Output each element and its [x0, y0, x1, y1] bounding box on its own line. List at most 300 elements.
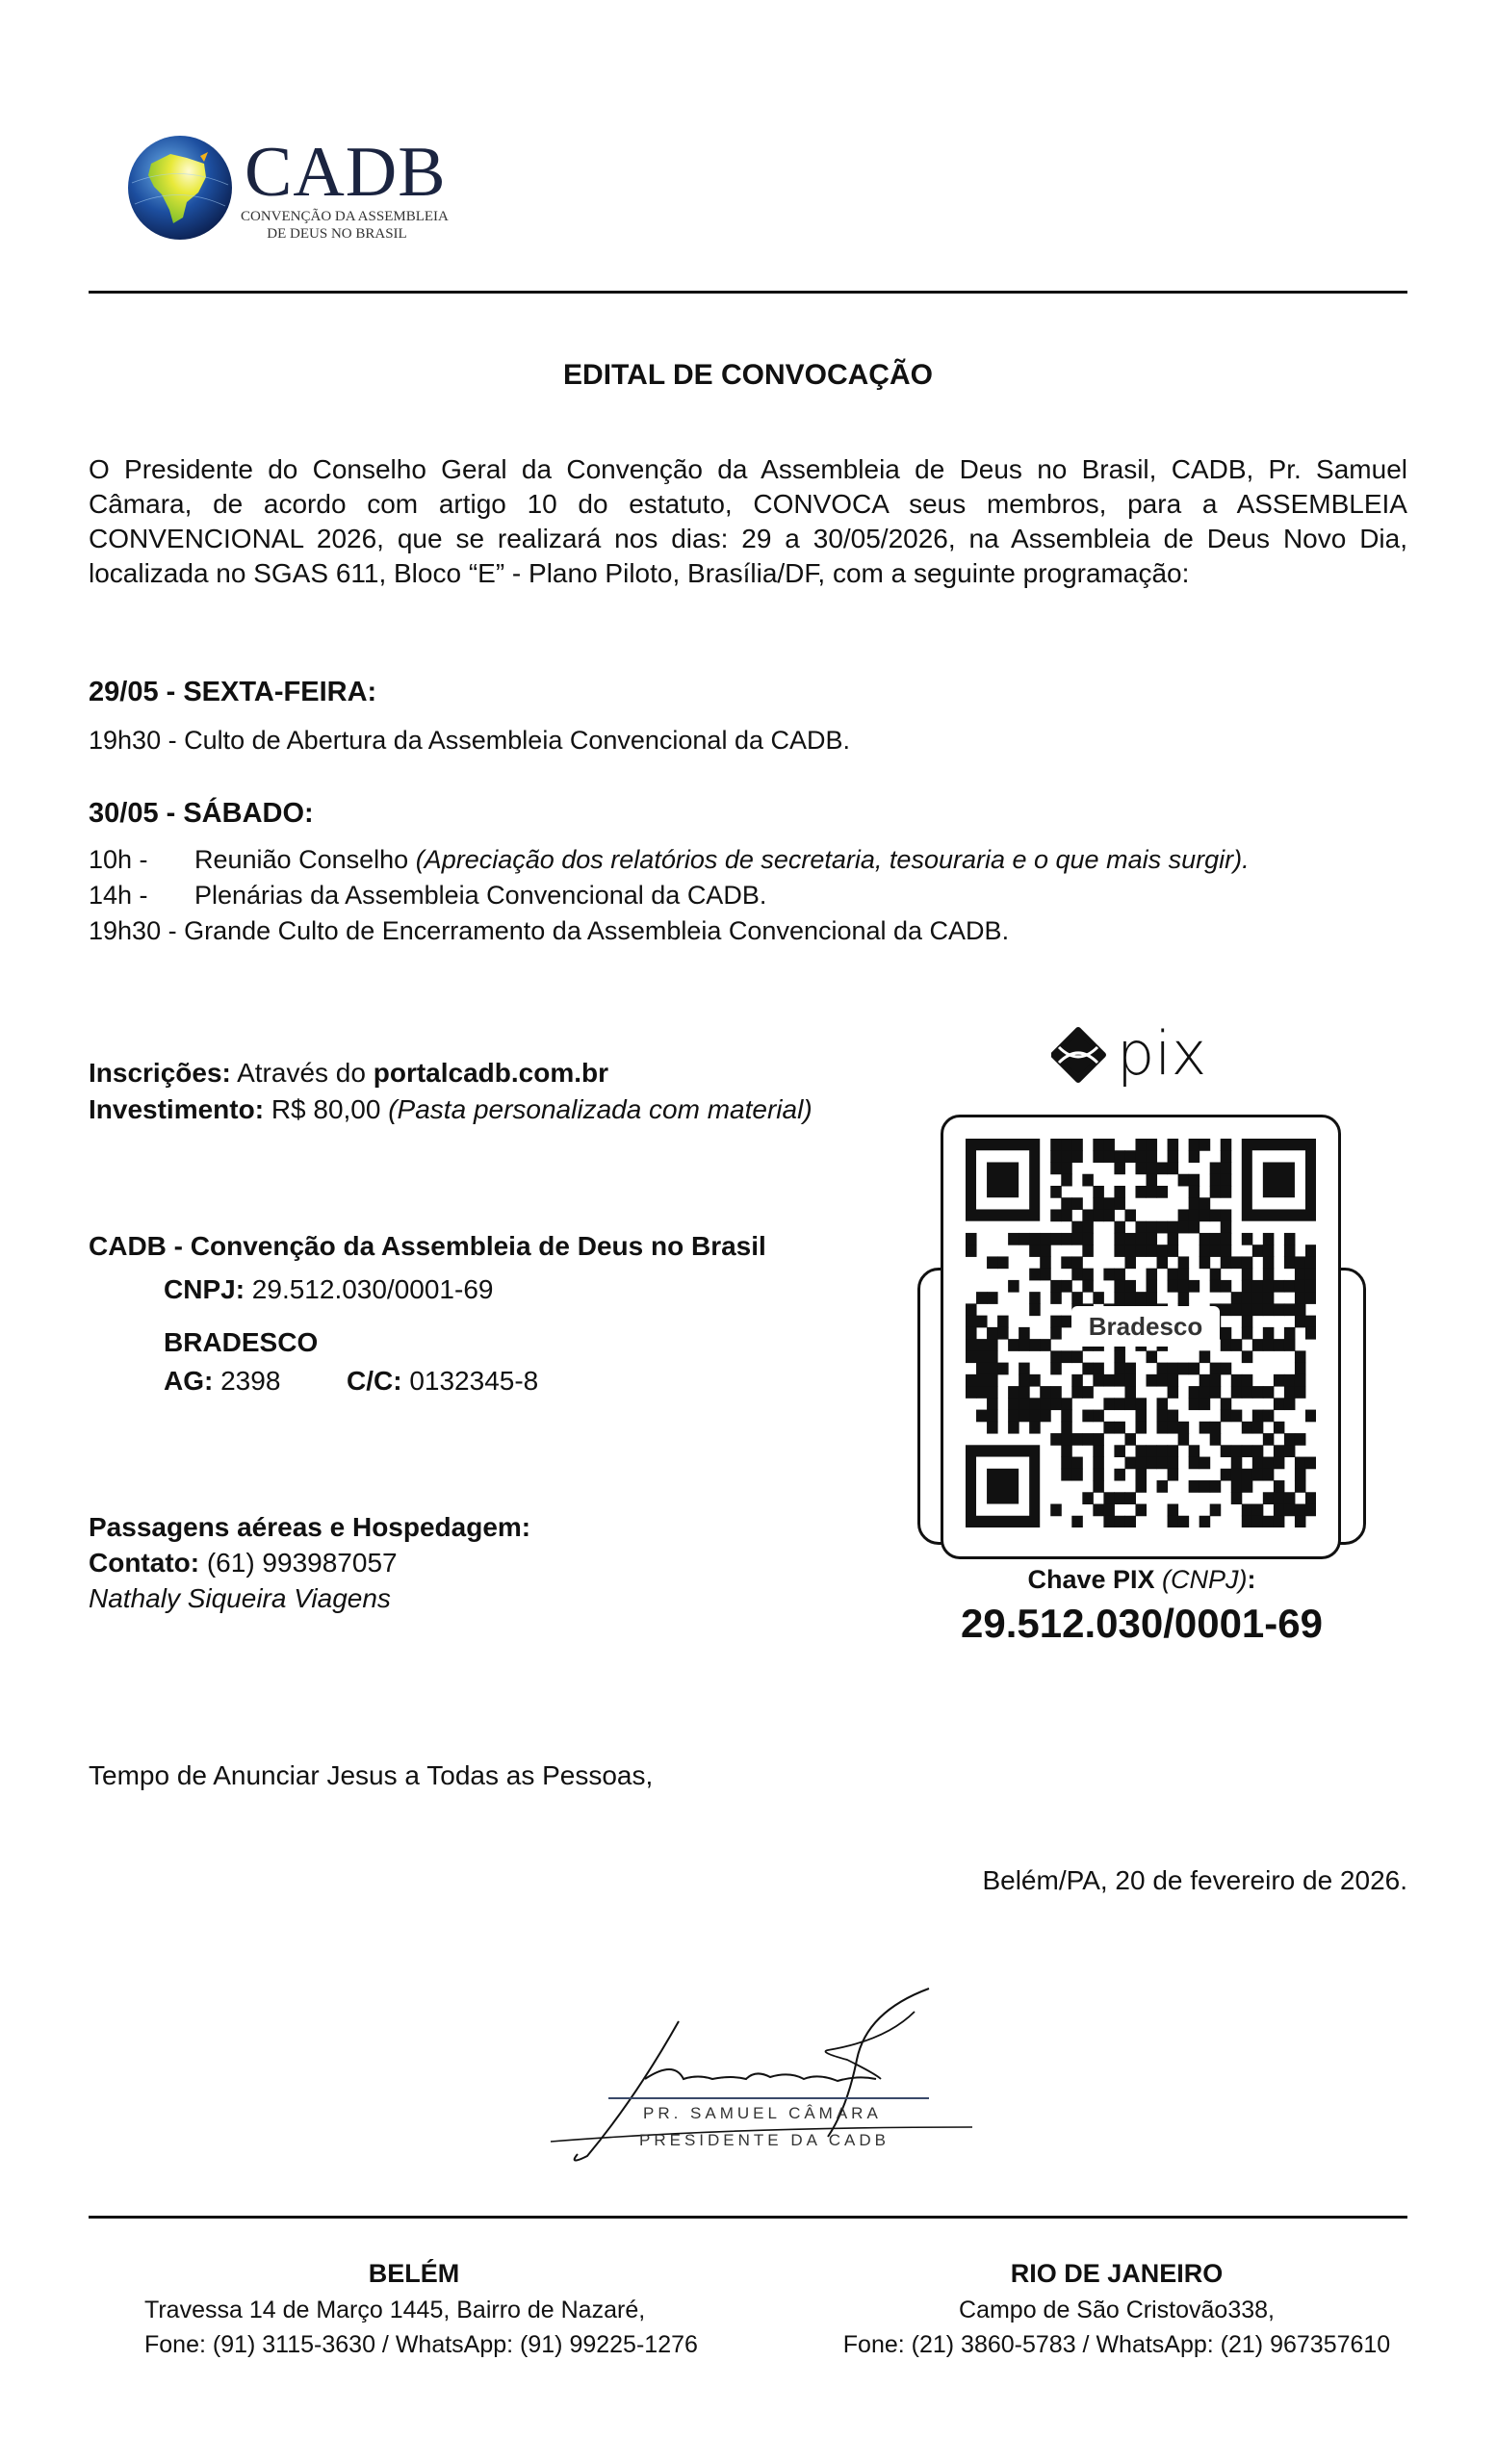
schedule-text: Reunião Conselho	[194, 845, 409, 874]
pix-diamond-icon	[1053, 1030, 1103, 1080]
qr-module	[1114, 1422, 1125, 1434]
qr-module	[1082, 1386, 1094, 1399]
qr-module	[1050, 1504, 1062, 1517]
qr-module	[1199, 1386, 1211, 1399]
qr-module	[1274, 1398, 1285, 1410]
qr-module	[1231, 1386, 1243, 1399]
qr-module	[1168, 1269, 1179, 1281]
registration-text: Através do	[237, 1058, 366, 1088]
schedule-time: 19h30 -	[89, 916, 177, 945]
qr-module	[1263, 1327, 1275, 1340]
qr-module	[1061, 1445, 1072, 1457]
qr-module	[1135, 1398, 1147, 1410]
qr-module	[1135, 1139, 1147, 1151]
qr-module	[1103, 1150, 1115, 1163]
qr-module	[1263, 1292, 1275, 1304]
schedule-item	[89, 843, 1250, 876]
qr-module	[1093, 1363, 1104, 1375]
contact-phone: (61) 993987057	[206, 1548, 398, 1578]
qr-module	[976, 1292, 988, 1304]
qr-module	[1305, 1245, 1316, 1257]
qr-module	[1029, 1422, 1041, 1434]
investment-value: R$ 80,00	[271, 1094, 381, 1124]
qr-module	[987, 1386, 998, 1399]
qr-module	[1189, 1139, 1200, 1151]
qr-module	[1221, 1280, 1232, 1293]
qr-module	[1284, 1504, 1296, 1517]
qr-module	[1157, 1162, 1169, 1174]
qr-module	[1071, 1221, 1083, 1234]
cadb-globe-logo	[127, 135, 233, 241]
qr-module	[1263, 1386, 1275, 1399]
qr-module	[1252, 1516, 1264, 1527]
pix-logo	[1051, 1026, 1225, 1093]
qr-module	[1274, 1504, 1285, 1517]
header-rule	[89, 291, 1407, 294]
qr-finder-pattern	[987, 1469, 1019, 1504]
qr-module	[1284, 1339, 1296, 1351]
qr-module	[1082, 1174, 1094, 1187]
qr-module	[1274, 1280, 1285, 1293]
qr-module	[1284, 1374, 1296, 1387]
qr-module	[1147, 1245, 1158, 1257]
qr-module	[1040, 1245, 1051, 1257]
qr-module	[1082, 1492, 1094, 1504]
qr-module	[1168, 1410, 1179, 1423]
qr-module	[966, 1327, 977, 1340]
qr-module	[1189, 1480, 1200, 1493]
qr-module	[1231, 1410, 1243, 1423]
qr-module	[1199, 1209, 1211, 1221]
qr-module	[1114, 1186, 1125, 1198]
qr-module	[1221, 1469, 1232, 1481]
qr-module	[1124, 1233, 1136, 1245]
qr-module	[1147, 1150, 1158, 1163]
qr-module	[1050, 1209, 1062, 1221]
qr-module	[1295, 1386, 1306, 1399]
qr-module	[1029, 1374, 1041, 1387]
qr-module	[1093, 1457, 1104, 1470]
qr-module	[1135, 1504, 1147, 1517]
qr-module	[1124, 1292, 1136, 1304]
qr-module	[1221, 1410, 1232, 1423]
qr-module	[987, 1256, 998, 1269]
qr-module	[1178, 1433, 1190, 1446]
qr-module	[1168, 1280, 1179, 1293]
signatory-name: PR. SAMUEL CÂMARA	[643, 2104, 882, 2122]
qr-module	[1199, 1139, 1211, 1151]
qr-module	[1305, 1327, 1316, 1340]
pix-wordmark: pix	[1117, 1026, 1207, 1089]
qr-module	[1284, 1303, 1296, 1316]
qr-module	[1093, 1504, 1104, 1517]
qr-module	[1008, 1386, 1019, 1399]
qr-module	[1082, 1221, 1094, 1234]
investment-note: (Pasta personalizada com material)	[388, 1094, 812, 1124]
qr-module	[1135, 1150, 1147, 1163]
qr-module	[1157, 1398, 1169, 1410]
investment-line	[89, 1093, 812, 1126]
pix-key-value: 29.512.030/0001-69	[960, 1601, 1323, 1646]
qr-module	[966, 1350, 977, 1363]
qr-module	[1210, 1433, 1222, 1446]
qr-module	[1040, 1398, 1051, 1410]
qr-module	[1284, 1398, 1296, 1410]
qr-module	[1242, 1350, 1253, 1363]
qr-module	[1050, 1398, 1062, 1410]
qr-module	[1284, 1256, 1296, 1269]
cadb-wordmark: CADB	[245, 133, 447, 212]
qr-module	[1189, 1221, 1200, 1234]
qr-module	[1263, 1492, 1275, 1504]
qr-module	[1168, 1221, 1179, 1234]
qr-module	[1019, 1327, 1030, 1340]
qr-module	[1295, 1303, 1306, 1316]
qr-module	[1071, 1269, 1083, 1281]
qr-module	[1189, 1209, 1200, 1221]
qr-module	[1242, 1233, 1253, 1245]
qr-module	[1305, 1316, 1316, 1328]
qr-module	[1124, 1150, 1136, 1163]
registration-site-link[interactable]: portalcadb.com.br	[373, 1058, 608, 1088]
qr-module	[1061, 1150, 1072, 1163]
qr-module	[1210, 1422, 1222, 1434]
qr-module	[1147, 1162, 1158, 1174]
cnpj-line	[164, 1273, 493, 1306]
qr-module	[1050, 1280, 1062, 1293]
schedule-day-heading: 30/05 - SÁBADO:	[89, 798, 314, 829]
qr-module	[1178, 1363, 1190, 1375]
qr-module	[1157, 1410, 1169, 1423]
qr-module	[1263, 1457, 1275, 1470]
qr-module	[1114, 1363, 1125, 1375]
qr-module	[1093, 1374, 1104, 1387]
office-address: Campo de São Cristovão338,	[959, 2297, 1275, 2323]
qr-module	[1252, 1469, 1264, 1481]
qr-module	[1157, 1445, 1169, 1457]
qr-module	[1168, 1457, 1179, 1470]
qr-module	[1147, 1445, 1158, 1457]
qr-module	[976, 1410, 988, 1423]
qr-module	[1295, 1480, 1306, 1493]
qr-module	[1050, 1316, 1062, 1328]
qr-module	[1199, 1480, 1211, 1493]
qr-module	[1284, 1280, 1296, 1293]
qr-module	[1242, 1504, 1253, 1517]
qr-module	[976, 1316, 988, 1328]
qr-module	[1221, 1221, 1232, 1234]
qr-module	[1135, 1221, 1147, 1234]
qr-module	[1061, 1256, 1072, 1269]
qr-module	[1284, 1327, 1296, 1340]
qr-module	[1178, 1256, 1190, 1269]
qr-module	[1189, 1386, 1200, 1399]
qr-module	[1168, 1469, 1179, 1481]
qr-module	[1071, 1386, 1083, 1399]
agency-line	[164, 1365, 280, 1398]
qr-module	[1114, 1162, 1125, 1174]
qr-module	[1103, 1516, 1115, 1527]
qr-module	[1114, 1197, 1125, 1210]
qr-module	[1178, 1209, 1190, 1221]
qr-module	[1168, 1233, 1179, 1245]
qr-module	[1295, 1457, 1306, 1470]
qr-module	[1135, 1445, 1147, 1457]
qr-module	[1061, 1410, 1072, 1423]
qr-module	[1231, 1292, 1243, 1304]
qr-module	[1252, 1245, 1264, 1257]
qr-module	[1178, 1269, 1190, 1281]
qr-module	[1295, 1469, 1306, 1481]
qr-module	[966, 1316, 977, 1328]
qr-module	[1124, 1433, 1136, 1446]
qr-module	[987, 1363, 998, 1375]
account-label: C/C:	[347, 1366, 402, 1396]
qr-module	[1082, 1245, 1094, 1257]
qr-module	[1157, 1363, 1169, 1375]
qr-module	[1305, 1280, 1316, 1293]
qr-module	[966, 1233, 977, 1245]
qr-module	[1029, 1233, 1041, 1245]
qr-module	[1199, 1398, 1211, 1410]
qr-module	[976, 1350, 988, 1363]
qr-module	[987, 1422, 998, 1434]
qr-module	[1093, 1445, 1104, 1457]
qr-module	[1168, 1139, 1179, 1151]
qr-module	[976, 1339, 988, 1351]
qr-module	[1114, 1374, 1125, 1387]
qr-module	[1124, 1363, 1136, 1375]
qr-module	[1093, 1292, 1104, 1304]
qr-module	[1071, 1256, 1083, 1269]
qr-module	[1252, 1422, 1264, 1434]
qr-module	[1295, 1374, 1306, 1387]
qr-module	[1168, 1386, 1179, 1399]
qr-module	[1093, 1480, 1104, 1493]
footer-rule	[89, 2216, 1407, 2219]
qr-module	[1061, 1197, 1072, 1210]
qr-module	[1221, 1445, 1232, 1457]
qr-module	[1305, 1457, 1316, 1470]
qr-module	[1263, 1233, 1275, 1245]
qr-module	[1210, 1280, 1222, 1293]
logo-subtitle-line-1: CONVENÇÃO DA ASSEMBLEIA	[241, 209, 449, 224]
qr-module	[966, 1386, 977, 1399]
qr-module	[1263, 1303, 1275, 1316]
qr-module	[1305, 1492, 1316, 1504]
qr-module	[1199, 1516, 1211, 1527]
qr-module	[1061, 1209, 1072, 1221]
qr-module	[1274, 1516, 1285, 1527]
qr-module	[1274, 1303, 1285, 1316]
qr-module	[1284, 1445, 1296, 1457]
qr-module	[1231, 1480, 1243, 1493]
qr-module	[1061, 1398, 1072, 1410]
qr-module	[1008, 1280, 1019, 1293]
qr-module	[1071, 1433, 1083, 1446]
pix-key-suffix: :	[1247, 1565, 1256, 1594]
page-title: EDITAL DE CONVOCAÇÃO	[563, 359, 933, 391]
qr-module	[1114, 1221, 1125, 1234]
qr-module	[1114, 1245, 1125, 1257]
qr-module	[1050, 1150, 1062, 1163]
qr-module	[1168, 1363, 1179, 1375]
qr-module	[976, 1363, 988, 1375]
qr-module	[966, 1374, 977, 1387]
qr-module	[1305, 1256, 1316, 1269]
travel-agency: Nathaly Siqueira Viagens	[89, 1583, 391, 1613]
qr-module	[1093, 1433, 1104, 1446]
qr-module	[1210, 1269, 1222, 1281]
agency-label: AG:	[164, 1366, 214, 1396]
qr-module	[1147, 1280, 1158, 1293]
qr-module	[1210, 1504, 1222, 1517]
qr-module	[1189, 1197, 1200, 1210]
qr-module	[1221, 1162, 1232, 1174]
qr-module	[1295, 1516, 1306, 1527]
schedule-time: 14h -	[89, 881, 148, 910]
qr-module	[1019, 1410, 1030, 1423]
qr-module	[1008, 1339, 1019, 1351]
intro-paragraph: O Presidente do Conselho Geral da Convenção da Assembleia de Deus no Brasil, CADB, Pr. Samuel Câmara, de acordo com artigo 10 do estatuto, CONVOCA seus membros, para a ASSEMBLEIA CONVENCIONAL 2026, que se realizará nos dias: 29 a 30/05/2026, na Assembleia de Deus Novo Dia, localizada no SGAS 611, Bloco “E” - Plano Piloto, Brasília/DF, com a seguinte programação:	[89, 454, 1407, 588]
qr-module	[1114, 1150, 1125, 1163]
qr-module	[1019, 1398, 1030, 1410]
office-phones: Fone: (21) 3860-5783 / WhatsApp: (21) 967357610	[842, 2331, 1391, 2358]
qr-module	[1252, 1410, 1264, 1423]
qr-module	[1221, 1398, 1232, 1410]
contact-label: Contato:	[89, 1548, 200, 1578]
qr-module	[1029, 1245, 1041, 1257]
qr-module	[976, 1386, 988, 1399]
qr-module	[1147, 1186, 1158, 1198]
qr-module	[1008, 1422, 1019, 1434]
qr-module	[1199, 1374, 1211, 1387]
qr-module	[1295, 1350, 1306, 1363]
qr-module	[1103, 1269, 1115, 1281]
qr-module	[1135, 1292, 1147, 1304]
bank-name: BRADESCO	[164, 1327, 319, 1357]
schedule-text: Grande Culto de Encerramento da Assembleia Convencional da CADB.	[184, 916, 1010, 945]
qr-module	[1135, 1186, 1147, 1198]
pix-key-type: (CNPJ)	[1162, 1565, 1248, 1594]
qr-module	[1210, 1233, 1222, 1245]
qr-module	[1252, 1445, 1264, 1457]
qr-module	[1295, 1256, 1306, 1269]
qr-module	[1050, 1433, 1062, 1446]
qr-module	[1147, 1292, 1158, 1304]
registration-label: Inscrições:	[89, 1058, 231, 1088]
qr-module	[1231, 1445, 1243, 1457]
qr-module	[1263, 1245, 1275, 1257]
qr-module	[1061, 1233, 1072, 1245]
qr-module	[1242, 1280, 1253, 1293]
qr-module	[976, 1374, 988, 1387]
account-line	[347, 1365, 538, 1398]
qr-module	[1103, 1209, 1115, 1221]
qr-module	[1210, 1174, 1222, 1187]
qr-module	[1135, 1162, 1147, 1174]
qr-module	[1189, 1445, 1200, 1457]
qr-module	[1147, 1269, 1158, 1281]
qr-module	[1221, 1245, 1232, 1257]
qr-module	[1221, 1303, 1232, 1316]
qr-module	[1284, 1233, 1296, 1245]
qr-module	[1093, 1410, 1104, 1423]
closing-line: Tempo de Anunciar Jesus a Todas as Pessoas,	[89, 1760, 654, 1790]
qr-module	[1135, 1457, 1147, 1470]
qr-module	[1147, 1139, 1158, 1151]
qr-module	[1263, 1410, 1275, 1423]
office-city: RIO DE JANEIRO	[1010, 2259, 1224, 2288]
qr-module	[1157, 1457, 1169, 1470]
qr-module	[1093, 1186, 1104, 1198]
qr-module	[1008, 1410, 1019, 1423]
schedule-time: 10h -	[89, 845, 148, 874]
travel-heading: Passagens aéreas e Hospedagem:	[89, 1512, 531, 1542]
qr-module	[1168, 1516, 1179, 1527]
qr-module	[1071, 1350, 1083, 1363]
qr-module	[1305, 1410, 1316, 1423]
qr-module	[1263, 1269, 1275, 1281]
qr-module	[1263, 1516, 1275, 1527]
qr-module	[1252, 1280, 1264, 1293]
qr-module	[1168, 1445, 1179, 1457]
qr-module	[1103, 1398, 1115, 1410]
qr-module	[1274, 1480, 1285, 1493]
qr-module	[1178, 1516, 1190, 1527]
qr-module	[1157, 1256, 1169, 1269]
qr-module	[1242, 1516, 1253, 1527]
qr-module	[1061, 1469, 1072, 1481]
qr-module	[1252, 1504, 1264, 1517]
qr-module	[1103, 1374, 1115, 1387]
qr-module	[1210, 1209, 1222, 1221]
qr-module	[1157, 1245, 1169, 1257]
qr-module	[1168, 1422, 1179, 1434]
qr-module	[1263, 1469, 1275, 1481]
qr-module	[1124, 1256, 1136, 1269]
qr-module	[1157, 1221, 1169, 1234]
qr-module	[1103, 1197, 1115, 1210]
qr-module	[1103, 1139, 1115, 1151]
qr-module	[1114, 1292, 1125, 1304]
qr-module	[1295, 1504, 1306, 1517]
qr-module	[1199, 1457, 1211, 1470]
qr-module	[1157, 1480, 1169, 1493]
qr-module	[997, 1363, 1009, 1375]
qr-module	[987, 1292, 998, 1304]
qr-module	[1263, 1433, 1275, 1446]
qr-module	[1178, 1280, 1190, 1293]
qr-module	[1252, 1339, 1264, 1351]
qr-module	[1210, 1162, 1222, 1174]
qr-module	[1199, 1197, 1211, 1210]
schedule-time: 19h30 -	[89, 726, 177, 755]
qr-module	[1199, 1350, 1211, 1363]
qr-module	[1210, 1480, 1222, 1493]
qr-module	[1050, 1139, 1062, 1151]
qr-module	[1147, 1457, 1158, 1470]
qr-module	[1231, 1457, 1243, 1470]
qr-module	[1124, 1457, 1136, 1470]
qr-module	[1061, 1280, 1072, 1293]
qr-module	[1199, 1233, 1211, 1245]
qr-module	[1114, 1516, 1125, 1527]
qr-module	[1071, 1139, 1083, 1151]
qr-module	[1082, 1280, 1094, 1293]
qr-module	[1252, 1292, 1264, 1304]
qr-module	[1061, 1162, 1072, 1174]
